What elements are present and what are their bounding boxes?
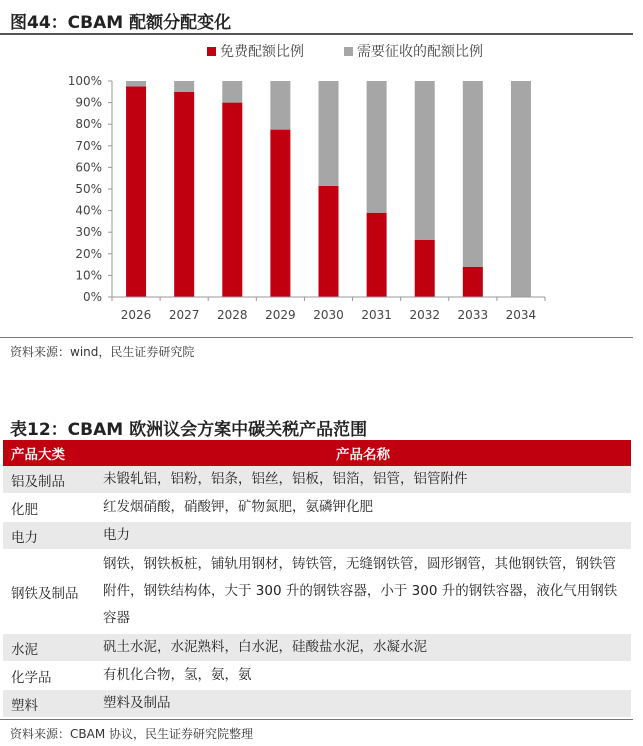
bar-2033-series-2 (463, 81, 483, 267)
y-tick-label: 30% (75, 225, 102, 240)
row-products: 有机化合物，氢，氨，氨 (95, 662, 631, 690)
legend-swatch-2 (344, 47, 353, 56)
x-tick-label: 2031 (361, 308, 392, 322)
x-tick-label: 2033 (457, 308, 489, 322)
header-products: 产品名称 (95, 440, 631, 466)
table-row (3, 466, 631, 494)
chart-legend (207, 43, 483, 60)
table-row (3, 494, 631, 522)
bar-2027-series-2 (174, 81, 194, 92)
legend-label-2: 需要征收的配额比例 (357, 44, 483, 60)
y-tick-label: 90% (75, 95, 102, 110)
bar-2031-series-1 (367, 213, 387, 297)
header-category: 产品大类 (3, 440, 95, 466)
table-row (3, 662, 631, 690)
y-axis (68, 74, 112, 304)
x-tick-label: 2032 (409, 308, 440, 322)
bar-2028-series-2 (222, 81, 242, 103)
table-row (3, 550, 631, 634)
row-products: 塑料及制品 (95, 690, 631, 718)
bar-2027-series-1 (174, 92, 194, 297)
bar-2026-series-2 (126, 81, 146, 86)
figure-bottom-rule (0, 337, 633, 338)
y-tick-label: 10% (75, 268, 102, 283)
row-category: 铝及制品 (3, 466, 95, 494)
row-category: 化肥 (3, 494, 95, 522)
table-header-row (3, 440, 631, 466)
y-tick-label: 60% (75, 160, 102, 175)
row-products: 钢铁，钢铁板桩，铺轨用钢材，铸铁管，无缝钢铁管，圆形钢管，其他钢铁管，钢铁管附件，钢铁结构体，大于 300 升的钢铁容器，小于 300 升的钢铁容器，液化气用钢铁容器 (95, 550, 631, 634)
row-category: 水泥 (3, 634, 95, 662)
row-products: 电力 (95, 522, 631, 550)
row-category: 塑料 (3, 690, 95, 718)
x-tick-label: 2029 (265, 308, 296, 322)
bar-2026-series-1 (126, 86, 146, 297)
y-tick-label: 50% (75, 182, 102, 196)
y-tick-label: 20% (75, 246, 102, 261)
x-axis (112, 297, 545, 322)
stacked-bar-chart (0, 34, 633, 329)
bar-2030-series-2 (319, 81, 339, 186)
x-tick-label: 2034 (505, 308, 537, 322)
x-tick-label: 2026 (120, 308, 152, 322)
figure-title: 图44：CBAM 配额分配变化 (10, 13, 232, 33)
product-scope-table (3, 440, 631, 718)
table-source: 资料来源：CBAM 协议，民生证券研究院整理 (10, 727, 253, 741)
row-category: 化学品 (3, 662, 95, 690)
row-products: 红发烟硝酸，硝酸钾，矿物氮肥，氨磷钾化肥 (95, 494, 631, 522)
row-category: 电力 (3, 522, 95, 550)
row-products: 矾土水泥，水泥熟料，白水泥，硅酸盐水泥，水凝水泥 (95, 634, 631, 662)
table-row (3, 634, 631, 662)
bar-2034-series-2 (511, 81, 531, 297)
bar-2028-series-1 (222, 103, 242, 297)
y-tick-label: 70% (75, 138, 102, 153)
table-row (3, 690, 631, 718)
figure-source: 资料来源：wind，民生证券研究院 (10, 345, 195, 359)
table-title: 表12：CBAM 欧洲议会方案中碳关税产品范围 (10, 420, 368, 440)
y-tick-label: 40% (75, 203, 102, 218)
x-tick-label: 2027 (168, 308, 200, 322)
x-tick-label: 2028 (217, 308, 248, 322)
legend-swatch-1 (207, 47, 216, 56)
bar-2032-series-1 (415, 240, 435, 297)
bar-2032-series-2 (415, 81, 435, 240)
table-row (3, 522, 631, 550)
y-tick-label: 0% (82, 290, 102, 304)
row-category: 钢铁及制品 (3, 550, 95, 634)
legend-label-1: 免费配额比例 (220, 44, 304, 60)
bar-2029-series-2 (270, 81, 290, 130)
y-tick-label: 80% (75, 117, 102, 132)
bar-2030-series-1 (319, 186, 339, 297)
x-tick-label: 2030 (313, 308, 344, 322)
y-tick-label: 100% (67, 74, 102, 88)
table-bottom-rule (0, 719, 633, 720)
bar-2031-series-2 (367, 81, 387, 213)
bar-2029-series-1 (270, 130, 290, 297)
bar-series (126, 81, 531, 297)
bar-2033-series-1 (463, 267, 483, 297)
row-products: 未锻轧铝，铝粉，铝条，铝丝，铝板，铝箔，铝管，铝管附件 (95, 466, 631, 494)
